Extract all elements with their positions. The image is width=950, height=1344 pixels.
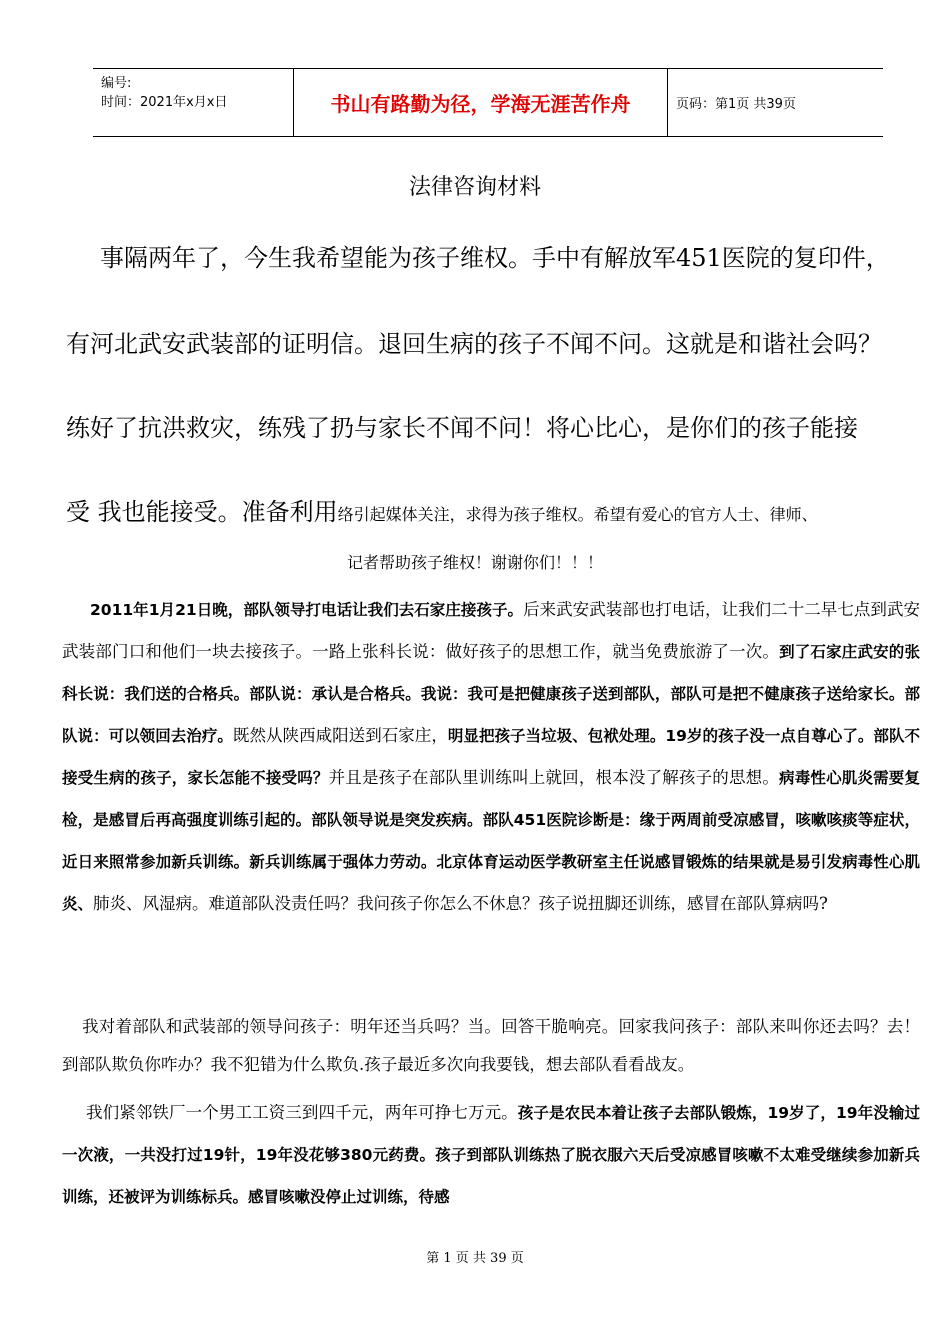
p1-run: 到了石家庄武安的张科长说：我们送的合格兵。部队说：承认是合格兵。我说：我可是把健康孩子送到部队，部队可是把不健康孩子送给家长。部队说：可以领回去治疗。 xyxy=(62,643,920,745)
motto: 书山有路勤为径，学海无涯苦作舟 xyxy=(294,69,668,136)
p3-run: 孩子是农民本着让孩子去部队锻炼，19岁了，19年没输过一次液，一共没打过19针，19年没花够380元药费。孩子到部队训练热了脱衣服六天后受凉感冒咳嗽不太难受继续参加新兵训练，还被评为训练标兵。感冒咳嗽没停止过训练，待感 xyxy=(62,1104,920,1206)
p1-run: 并且是孩子在部队里训练叫上就回，根本没了解孩子的思想。 xyxy=(328,768,780,787)
paragraph-1 xyxy=(62,589,920,925)
p1-run: 后来武安武装部也打电话，让我们二十二早七点到武安武装部门口和他们一块去接孩子。一路上张科长说：做好孩子的思想工作，就当免费旅游了一次。 xyxy=(62,600,921,661)
time-label: 时间：2021年x月x日 xyxy=(101,95,228,110)
p1-run: 2011年1月21日晚，部队领导打电话让我们去石家庄接孩子。 xyxy=(90,601,524,619)
paragraph-3 xyxy=(62,1092,920,1218)
intro-line-4 xyxy=(66,492,936,527)
intro-line-2: 有河北武安武装部的证明信。退回生病的孩子不闻不问。这就是和谐社会吗？ xyxy=(66,330,882,358)
p1-run: 既然从陕西咸阳送到石家庄， xyxy=(232,726,448,745)
p1-run: 明显把孩子当垃圾、包袱处理。19岁的孩子没一点自尊心了。部队不接受生病的孩子，家长怎能不接受吗？ xyxy=(62,727,920,787)
p3-run: 我们紧邻铁厂一个男工工资三到四千元，两年可挣七万元。 xyxy=(86,1103,518,1122)
page-label: 页码：第1页 共39页 xyxy=(676,97,796,112)
header-table xyxy=(93,68,883,137)
header-left-cell xyxy=(93,69,294,136)
intro-line-4a: 受 我也能接受。准备利用 xyxy=(66,498,338,526)
intro-line-4b: 络引起媒体关注，求得为孩子维权。希望有爱心的官方人士、律师、 xyxy=(337,505,818,524)
intro-line-3: 练好了抗洪救灾，练残了扔与家长不闻不问！将心比心，是你们的孩子能接 xyxy=(66,414,858,442)
p1-run: 病毒性心肌炎需要复检，是感冒后再高强度训练引起的。部队领导说是突发疾病。部队451医院诊断是：缘于两周前受凉感冒，咳嗽咳痰等症状，近日来照常参加新兵训练。新兵训练属于强体力劳动。北京体育运动医学教研室主任说感冒锻炼的结果就是易引发病毒性心肌炎、 xyxy=(62,769,920,913)
number-label: 编号: xyxy=(101,76,132,91)
page-footer: 第 1 页 共 39 页 xyxy=(426,1251,524,1266)
document-title: 法律咨询材料 xyxy=(408,175,541,200)
intro-line-1: 事隔两年了，今生我希望能为孩子维权。手中有解放军451医院的复印件， xyxy=(100,244,890,272)
paragraph-2: 我对着部队和武装部的领导问孩子：明年还当兵吗？当。回答干脆响亮。回家我问孩子：部队来叫你还去吗？去！到部队欺负你咋办？我不犯错为什么欺负.孩子最近多次向我要钱，想去部队看看战友。 xyxy=(62,1017,920,1074)
p1-run: 肺炎、风湿病。难道部队没责任吗？我问孩子你怎么不休息？孩子说扭脚还训练，感冒在部队算病吗? xyxy=(93,894,828,913)
intro-line-5: 记者帮助孩子维权！谢谢你们！！！ xyxy=(346,553,603,572)
